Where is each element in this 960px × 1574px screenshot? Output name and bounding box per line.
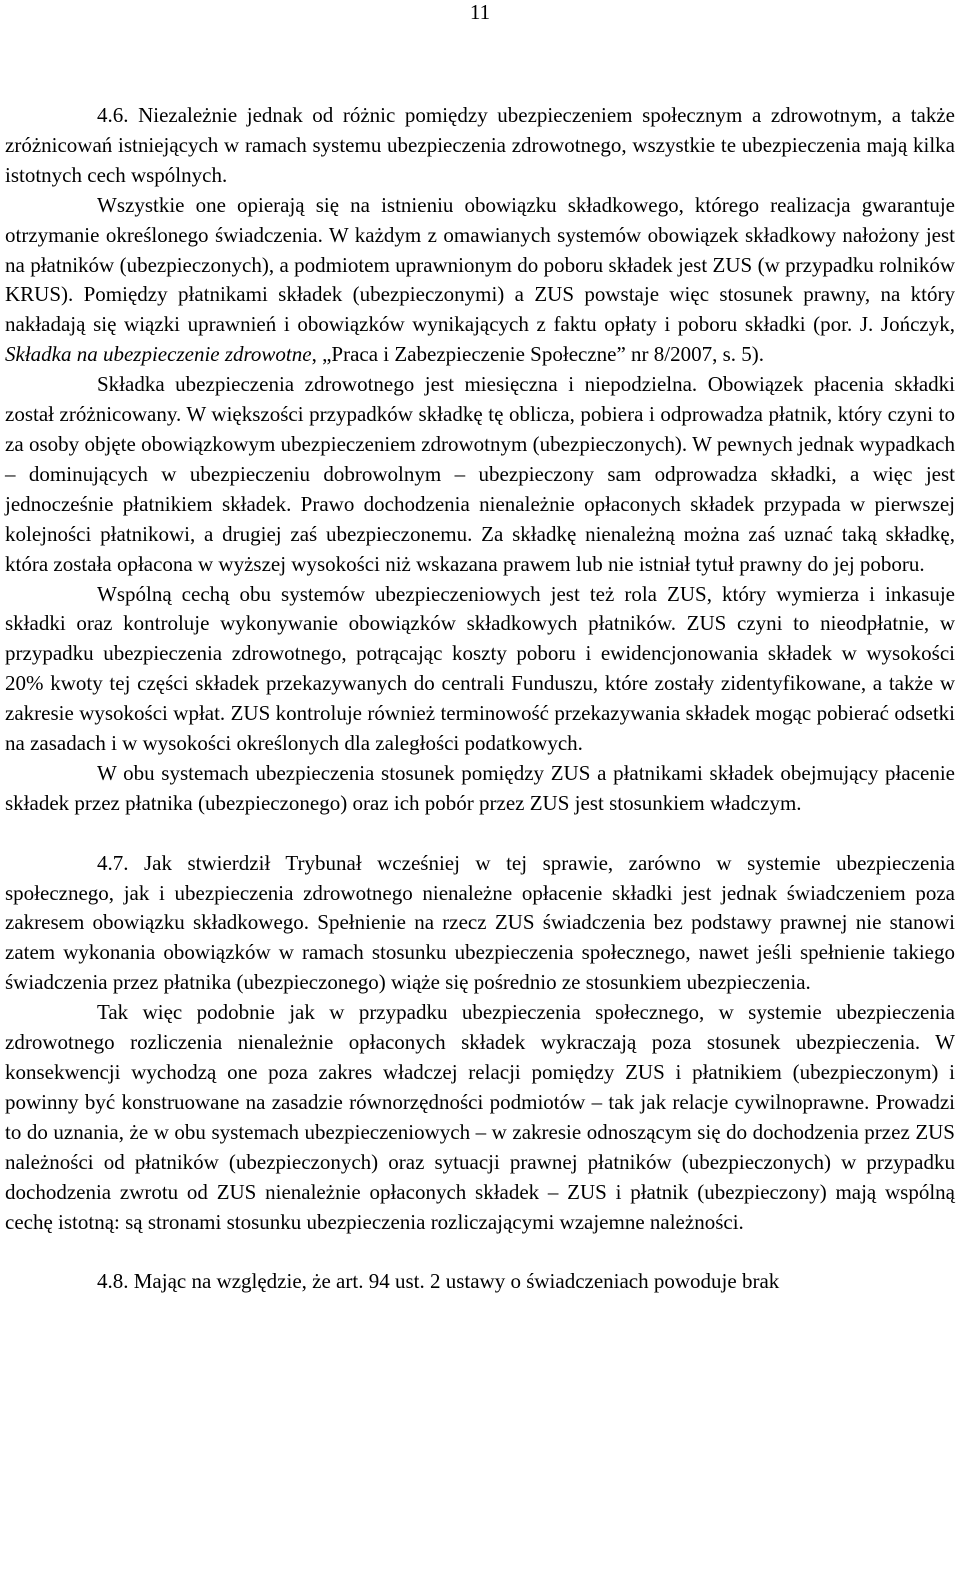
paragraph-authoritative-relation: W obu systemach ubezpieczenia stosunek pomiędzy ZUS a płatnikami składek obejmujący płacenie składek przez płatnika (ubezpieczonego) oraz ich pobór przez ZUS jest stosunkiem władczym. — [5, 760, 955, 815]
paragraph-health-contribution: Składka ubezpieczenia zdrowotnego jest miesięczna i niepodzielna. Obowiązek płacenia składki został zróżnicowany. W większości przypadków składkę tę oblicza, pobiera i odprowadza płatnik, który czyni to za osoby objęte obowiązkowym ubezpieczeniem zdrowotnym (ubezpieczonych). W pewnych jednak wypadkach – dominujących w ubezpieczeniu dobrowolnym – ubezpieczony sam odprowadza składki, a więc jest jednocześnie płatnikiem składek. Prawo dochodzenia nienależnie opłaconych składek przypada w pierwszej kolejności płatnikowi, a drugiej zaś ubezpieczonemu. Za składkę nienależną można zaś uznać taką składkę, która została opłacona w wyższej wysokości niż wskazana prawem lub nie istniał tytuł prawny do jej poboru. — [5, 372, 955, 576]
paragraph-contribution-obligation: Wszystkie one opierają się na istnieniu obowiązku składkowego, którego realizacja gwarantuje otrzymanie określonego świadczenia. W każdym z omawianych systemów obowiązek składkowy nałożony jest na płatników (ubezpieczonych), a podmiotem uprawnionym do poboru składek jest ZUS (w przypadku rolników KRUS). Pomiędzy płatnikami składek (ubezpieczonymi) a ZUS powstaje więc stosunek prawny, na który nakładają się wiązki uprawnień i obowiązków wynikających z faktu opłaty i poboru składki (por. J. Jończyk, Składka na ubezpieczenie zdrowotne, „Praca i Zabezpieczenie Społeczne” nr 8/2007, s. 5). — [5, 192, 955, 367]
cited-article-title: Składka na ubezpieczenie zdrowotne — [5, 342, 312, 367]
paragraph-4-8-intro: 4.8. Mając na względzie, że art. 94 ust. 2 ustawy o świadczeniach powoduje brak — [97, 1269, 780, 1294]
page-number: 11 — [469, 0, 491, 24]
document-body — [5, 101, 955, 1297]
paragraph-equal-parties: Tak więc podobnie jak w przypadku ubezpieczenia społecznego, w systemie ubezpieczenia zdrowotnego rozliczenia nienależnie opłaconych składek wykraczają poza stosunek ubezpieczenia. W konsekwencji wychodzą one poza zakres władczej relacji pomiędzy ZUS i płatnikiem (ubezpieczonym) i powinny być konstruowane na zasadzie równorzędności podmiotów – tak jak relacje cywilnoprawne. Prowadzi to do uznania, że w obu systemach ubezpieczeniowych – w zakresie odnoszącym się do dochodzenia przez ZUS należności od płatników (ubezpieczonych) oraz sytuacji prawnej płatników (ubezpieczonych) w przypadku dochodzenia zwrotu od ZUS nienależnie opłaconych składek – ZUS i płatnik (ubezpieczony) mają wspólną cechę istotną: są stronami stosunku ubezpieczenia rozliczającymi wzajemne należności. — [5, 1000, 955, 1234]
paragraph-4-6-intro: 4.6. Niezależnie jednak od różnic pomiędzy ubezpieczeniem społecznym a zdrowotnym, a także zróżnicowań istniejących w ramach systemu ubezpieczenia zdrowotnego, wszystkie te ubezpieczenia mają kilka istotnych cech wspólnych. — [5, 103, 955, 187]
paragraph-4-7-intro: 4.7. Jak stwierdził Trybunał wcześniej w tej sprawie, zarówno w systemie ubezpieczenia społecznego, jak i ubezpieczenia zdrowotnego nienależne opłacenie składki jest jednak świadczeniem poza zakresem obowiązku składkowego. Spełnienie na rzecz ZUS świadczenia bez podstawy prawnej nie stanowi zatem wykonania obowiązków w ramach stosunku ubezpieczenia społecznego, nawet jeśli spełnienie takiego świadczenia przez płatnika (ubezpieczonego) wiąże się pośrednio ze stosunkiem ubezpieczenia. — [5, 850, 955, 995]
paragraph-zus-role: Wspólną cechą obu systemów ubezpieczeniowych jest też rola ZUS, który wymierza i inkasuje składki oraz kontroluje wykonywanie obowiązków składkowych płatników. ZUS czyni to nieodpłatnie, w przypadku ubezpieczenia zdrowotnego, potrącając koszty poboru i ewidencjonowania składek w wysokości 20% kwoty tej części składek przekazywanych do centrali Funduszu, które zostały zidentyfikowane, a także w zakresie wysokości wpłat. ZUS kontroluje również terminowość przekazywania składek mogąc pobierać odsetki na zasadach i w wysokości określonych dla zaległości podatkowych. — [5, 581, 955, 756]
